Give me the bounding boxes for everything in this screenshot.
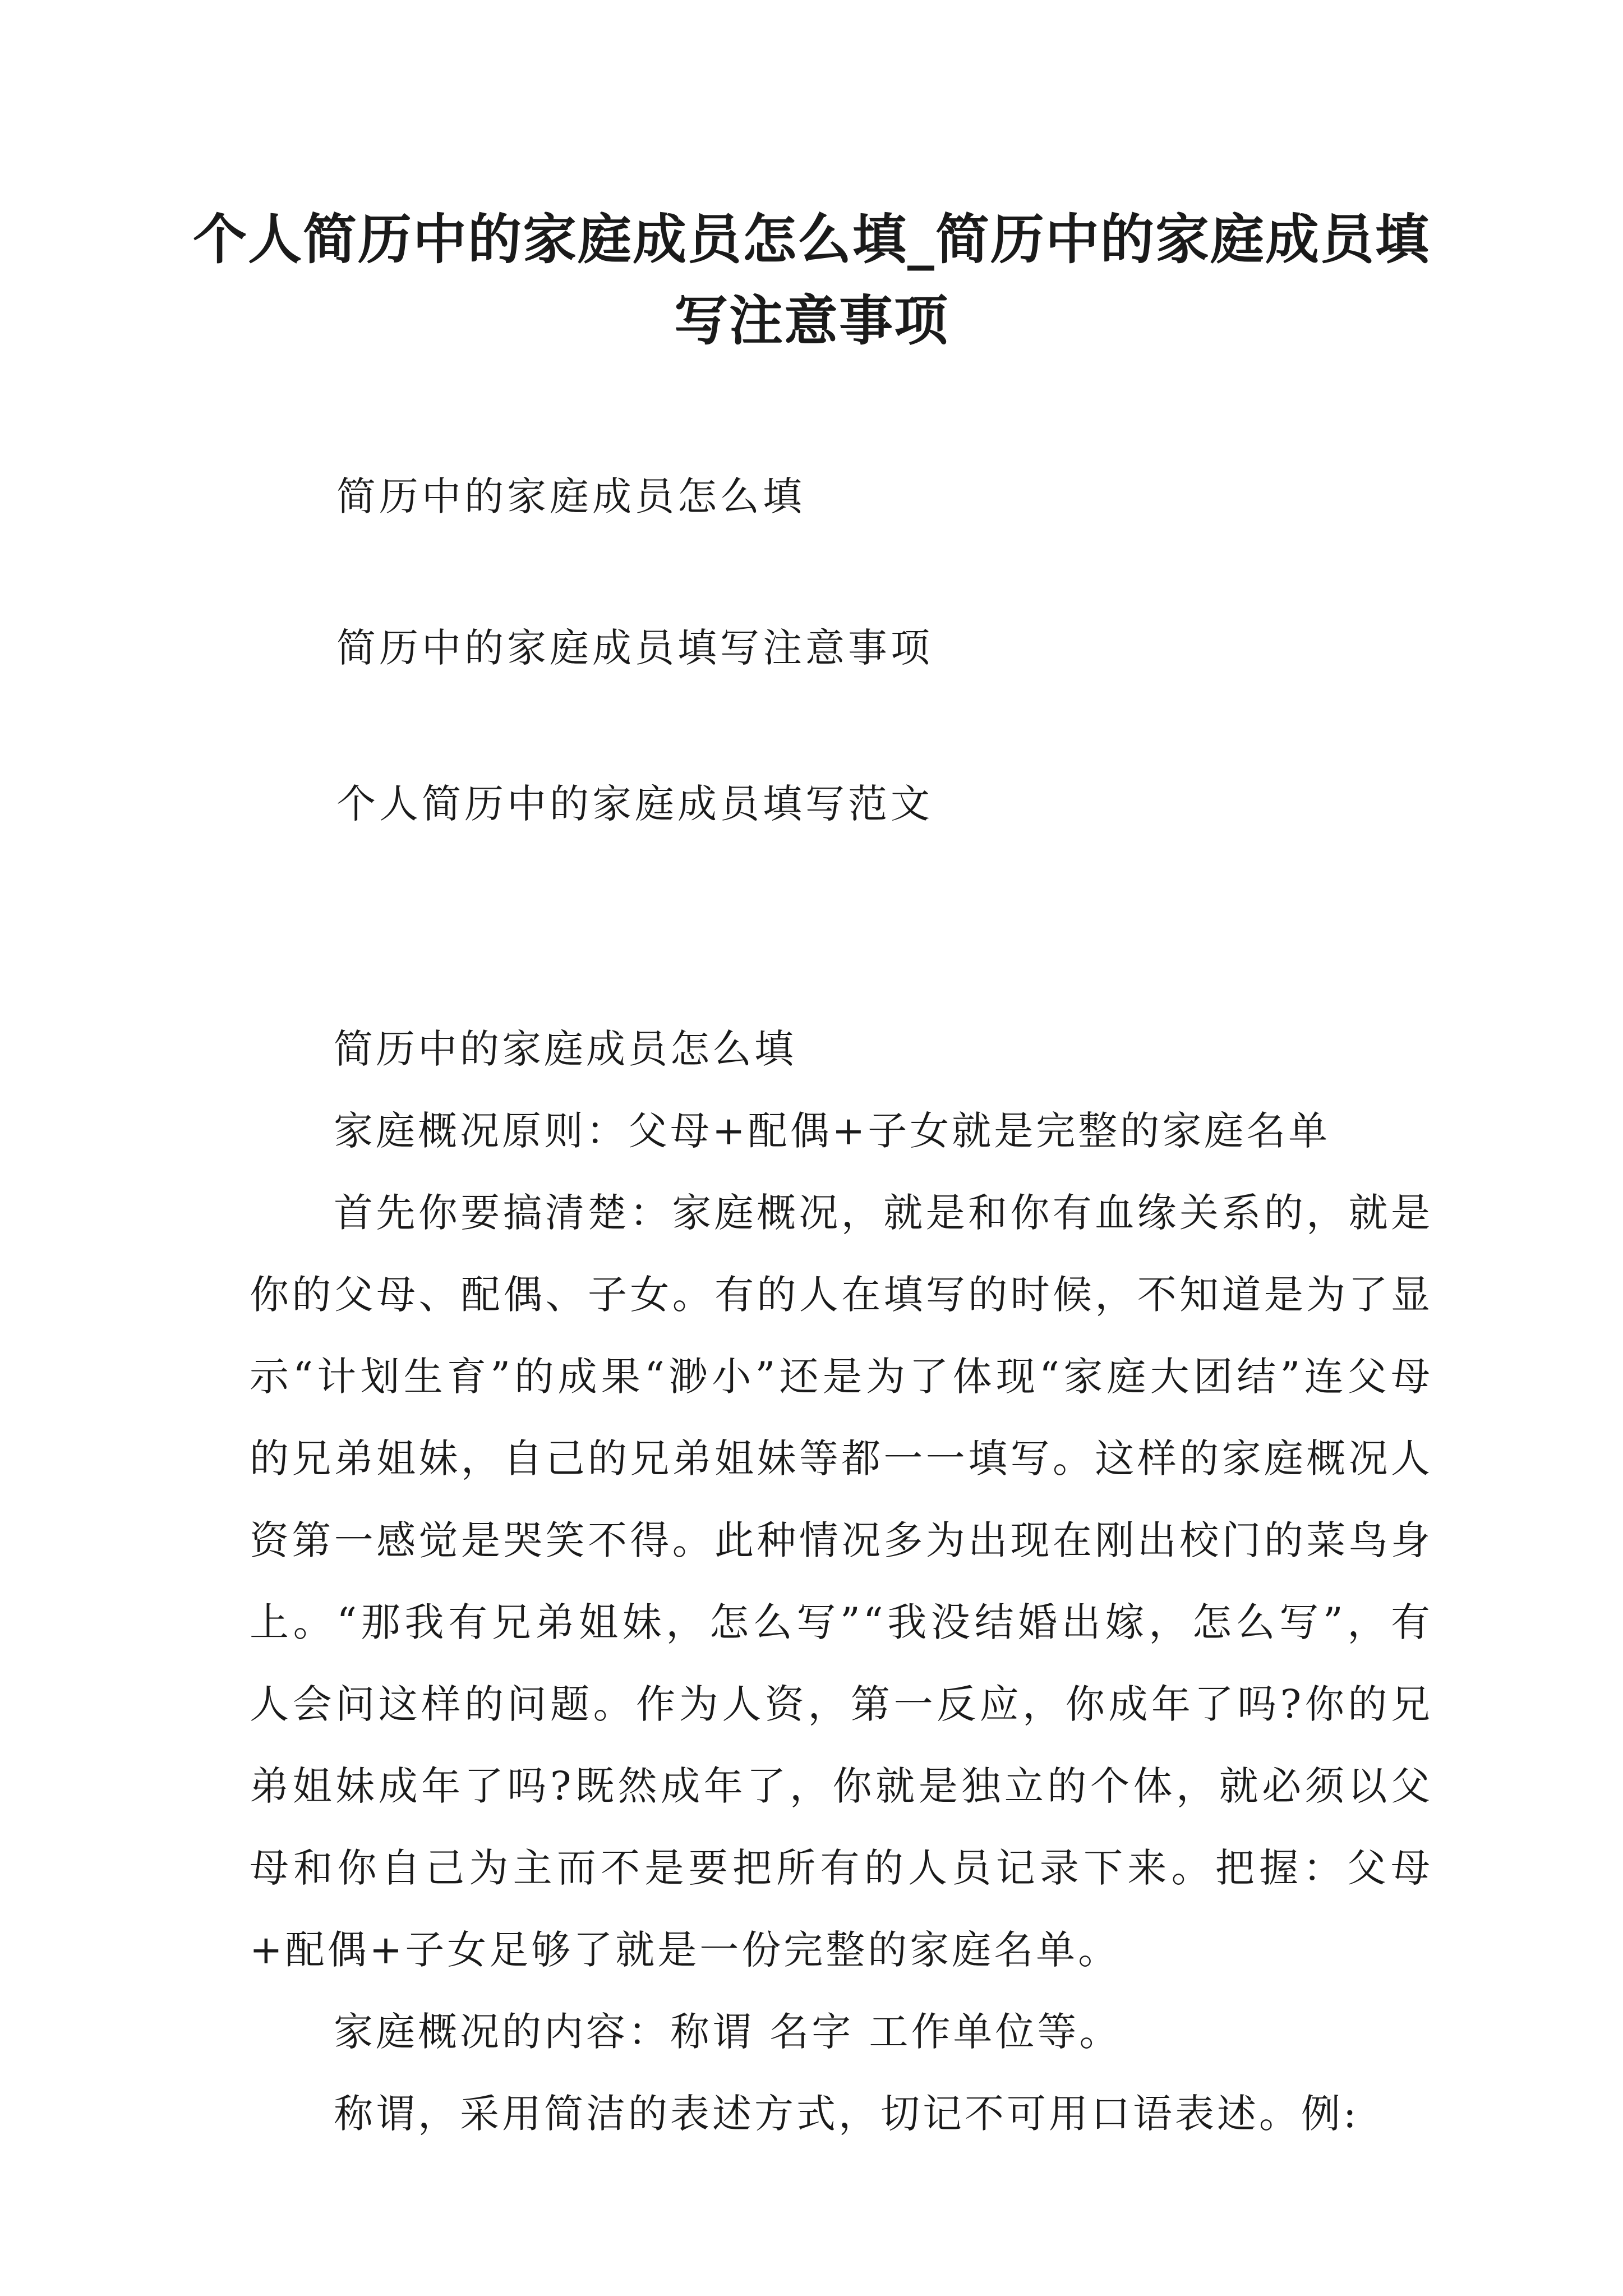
- paragraph-1: 家庭概况原则：父母+配偶+子女就是完整的家庭名单: [334, 1108, 1331, 1154]
- toc-item-3: 个人简历中的家庭成员填写范文: [336, 781, 933, 827]
- paragraph-2: 首先你要搞清楚：家庭概况，就是和你有血缘关系的，就是你的父母、配偶、子女。有的人在填写的时候，不知道是为了显示“计划生育”的成果“渺小”还是为了体现“家庭大团结”连父母的兄弟姐妹，自己的兄弟姐妹等都一一填写。这样的家庭概况人资第一感觉是哭笑不得。此种情况多为出现在刚出校门的菜鸟身上。“那我有兄弟姐妹，怎么写”“我没结婚出嫁，怎么写”，有人会问这样的问题。作为人资，第一反应，你成年了吗?你的兄弟姐妹成年了吗?既然成年了，你就是独立的个体，就必须以父母和你自己为主而不是要把所有的人员记录下来。把握：父母+配偶+子女足够了就是一份完整的家庭名单。: [250, 1190, 1433, 1973]
- toc-item-2: 简历中的家庭成员填写注意事项: [336, 625, 933, 671]
- paragraph-4: 称谓，采用简洁的表述方式，切记不可用口语表述。例:: [334, 2091, 1359, 2137]
- document-body: [250, 1008, 1433, 2155]
- document-title: 个人简历中的家庭成员怎么填_简历中的家庭成员填写注意事项: [193, 208, 1430, 352]
- section-heading: 简历中的家庭成员怎么填: [334, 1026, 796, 1072]
- paragraph-3: 家庭概况的内容：称谓 名字 工作单位等。: [334, 2009, 1122, 2055]
- toc-item-1: 简历中的家庭成员怎么填: [336, 473, 805, 519]
